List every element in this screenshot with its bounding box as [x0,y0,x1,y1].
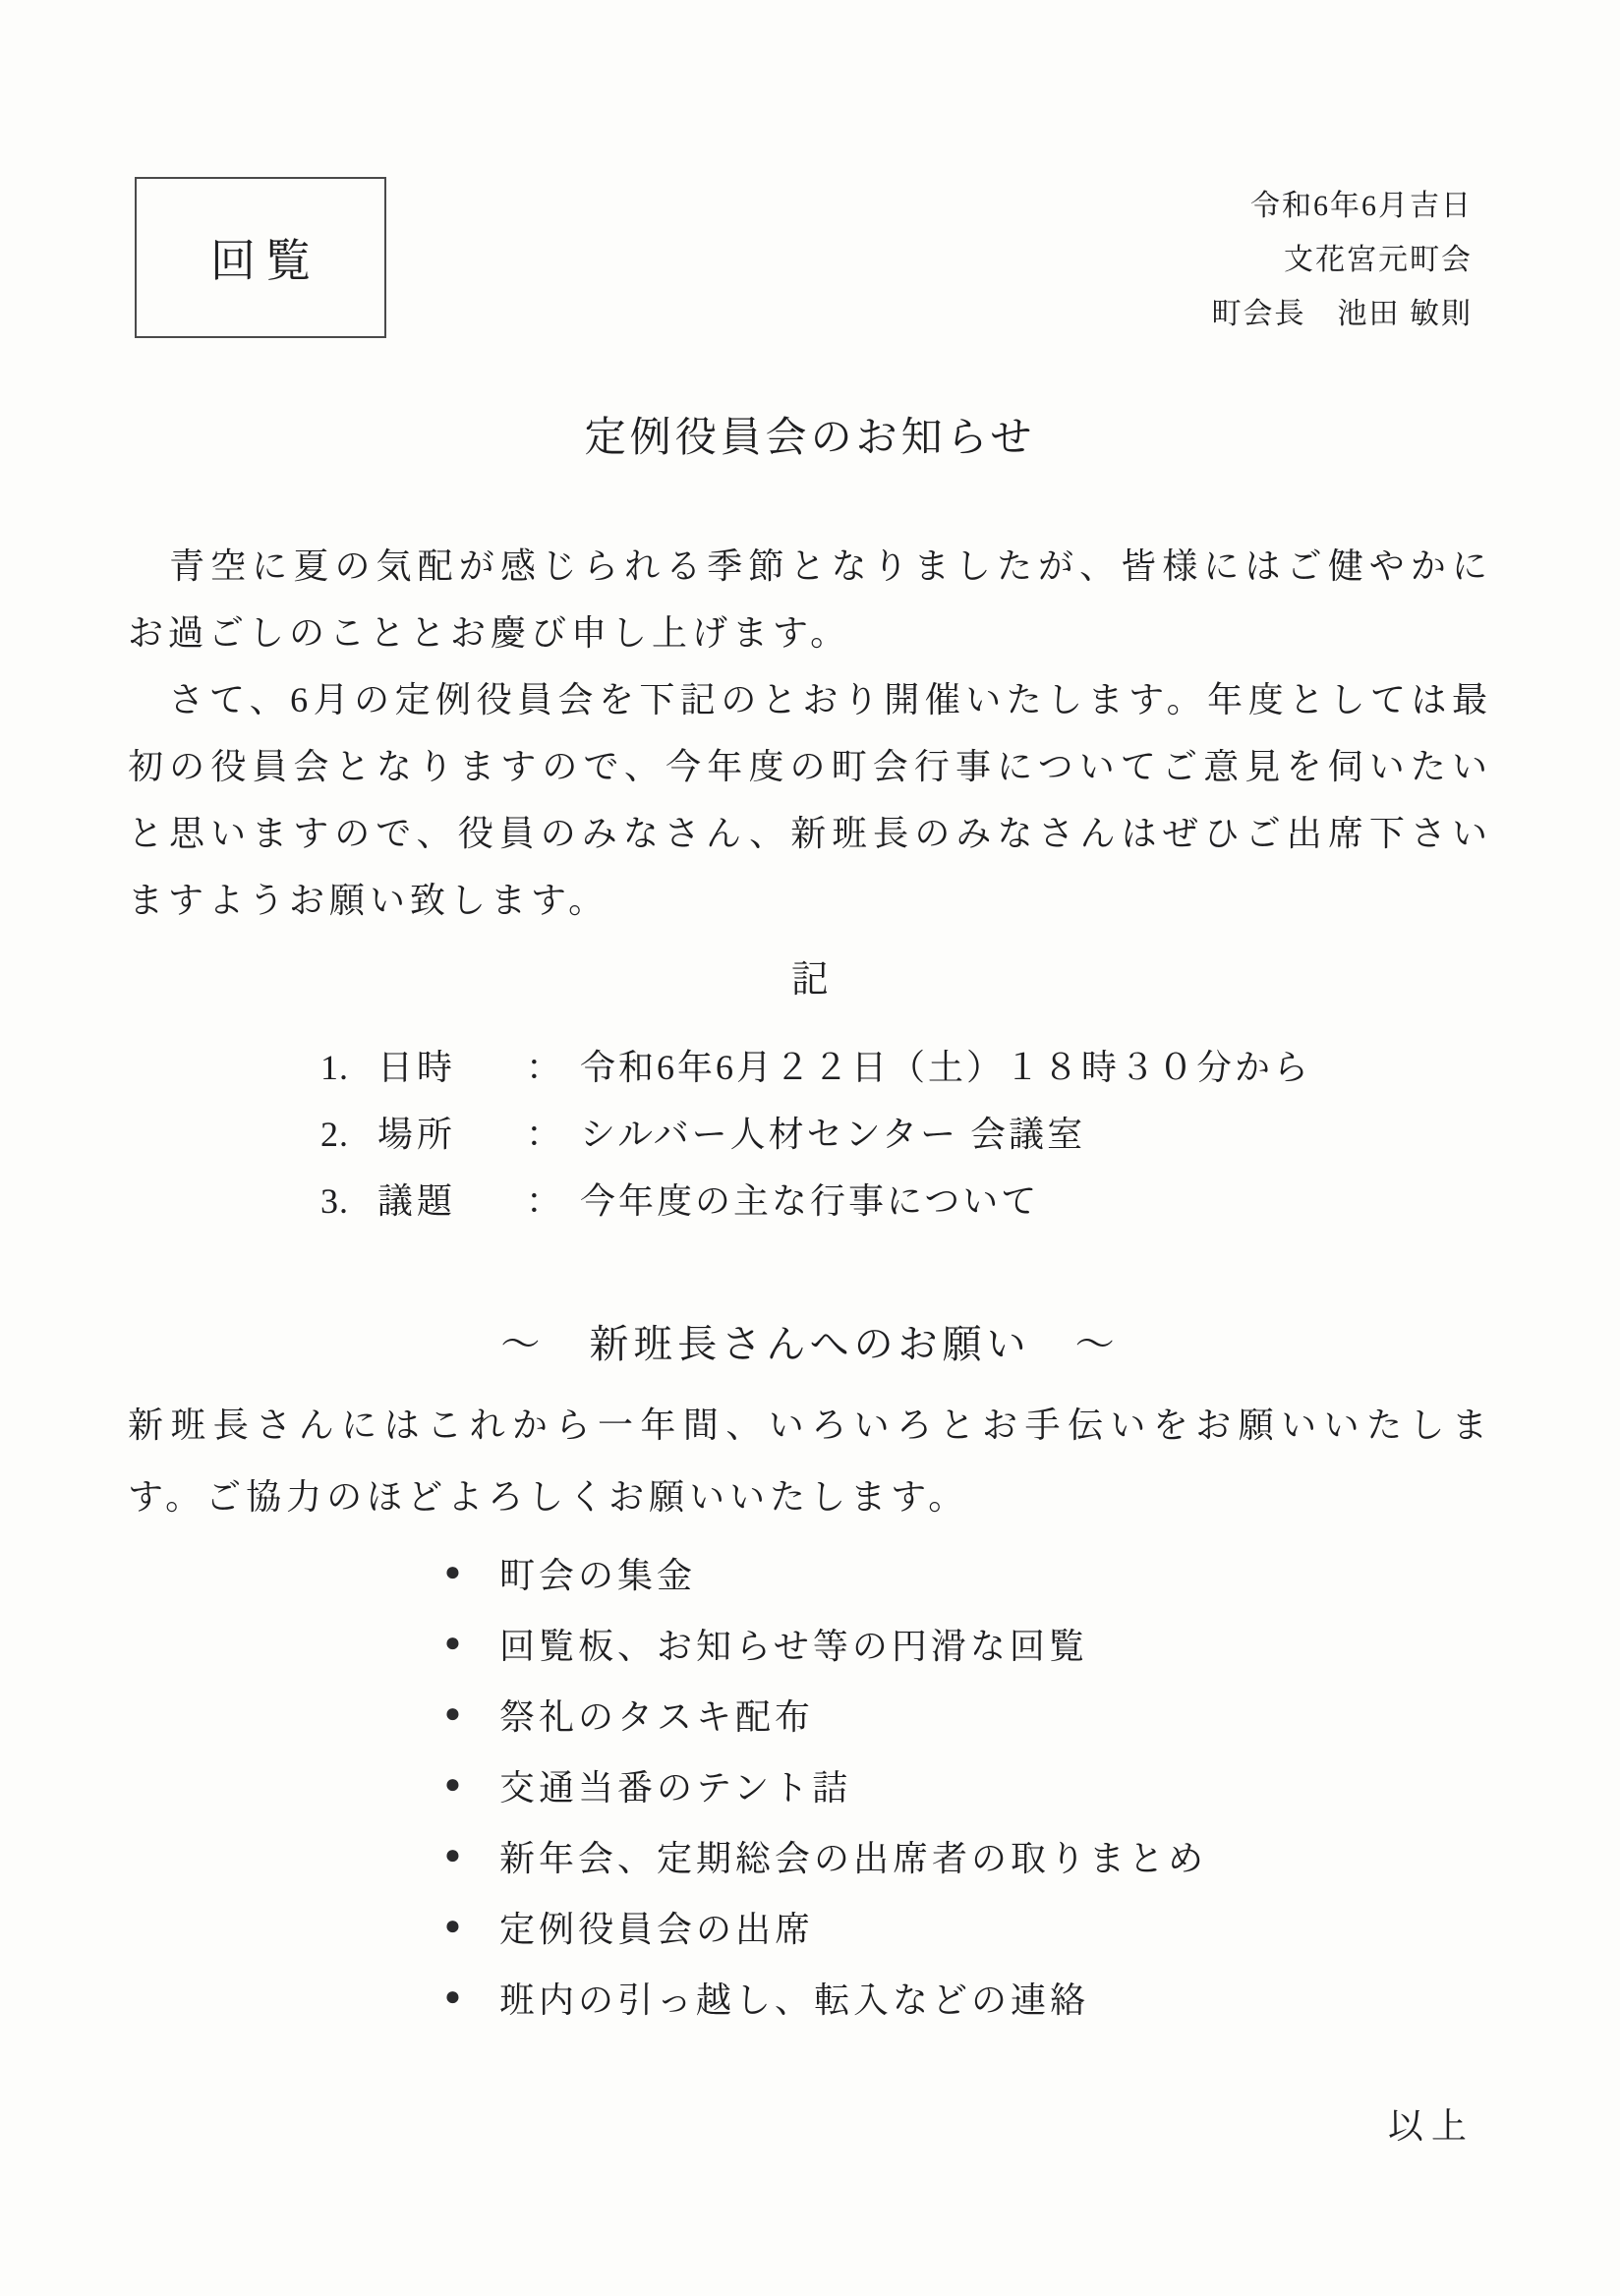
author-name: 町会長 池田 敏則 [1211,298,1473,330]
detail-row-agenda [128,1168,1492,1234]
list-item [128,1608,1492,1679]
detail-value: シルバー人材センター 会議室 [580,1115,1086,1154]
bullet-icon: ● [444,1769,465,1800]
body-paragraphs [128,533,1492,934]
detail-number: 1. [320,1048,349,1087]
bullet-icon: ● [444,1557,465,1587]
detail-number: 2. [320,1115,349,1154]
bullet-icon: ● [444,1840,465,1870]
list-item [128,1537,1492,1608]
bullet-icon: ● [444,1698,465,1729]
closing-statement: 以上 [1387,2106,1475,2146]
greeting-paragraph: 青空に夏の気配が感じられる季節となりましたが、皆様にはご健やかにお過ごしのこととお慶び申し上げます。 [128,546,1492,653]
list-item [128,1679,1492,1750]
bullet-icon: ● [444,1628,465,1658]
list-item [128,1962,1492,2033]
detail-row-datetime [128,1034,1492,1101]
list-item [128,1750,1492,1820]
list-item-label: 町会の集金 [499,1555,697,1595]
document-title: 定例役員会のお知らせ [584,416,1036,461]
detail-separator: ： [525,1181,561,1221]
issue-date: 令和6年6月吉日 [1250,190,1473,222]
detail-value: 令和6年6月２２日（土）１８時３０分から [580,1048,1312,1087]
sender-block [1212,179,1474,341]
ki-marker: 記 [790,959,829,1001]
list-item-label: 定例役員会の出席 [499,1909,815,1949]
detail-row-place [128,1101,1492,1168]
detail-label: 日時 [377,1048,457,1087]
section-intro-paragraph: 新班長さんにはこれから一年間、いろいろとお手伝いをお願いいたします。ご協力のほどよろしくお願いいたします。 [128,1406,1492,1517]
duty-bullet-list [128,1537,1492,2033]
organization-name: 文花宮元町会 [1284,244,1473,276]
detail-number: 3. [320,1181,349,1221]
detail-separator: ： [525,1115,561,1154]
kairan-stamp-label: 回覧 [210,236,320,286]
bullet-icon: ● [444,1981,465,2012]
detail-separator: ： [525,1048,561,1087]
detail-label: 場所 [377,1115,457,1154]
list-item-label: 交通当番のテント詰 [499,1767,852,1808]
bullet-icon: ● [444,1911,465,1941]
list-item-label: 祭礼のタスキ配布 [499,1696,815,1737]
list-item [128,1820,1492,1891]
kairan-stamp-box [135,177,386,338]
main-paragraph: さて、6月の定例役員会を下記のとおり開催いたします。年度としては最初の役員会となりますので、今年度の町会行事についてご意見を伺いたいと思いますので、役員のみなさん、新班長のみなさんはぜひご出席下さいますようお願い致します。 [128,680,1492,920]
meeting-details-list [128,1034,1492,1234]
detail-value: 今年度の主な行事について [580,1181,1040,1221]
list-item-label: 新年会、定期総会の出席者の取りまとめ [499,1838,1208,1878]
list-item-label: 班内の引っ越し、転入などの連絡 [499,1980,1090,2020]
list-item [128,1891,1492,1962]
section-heading-new-leaders: ～ 新班長さんへのお願い ～ [500,1322,1120,1366]
list-item-label: 回覧板、お知らせ等の円滑な回覧 [499,1626,1088,1666]
detail-label: 議題 [377,1181,457,1221]
